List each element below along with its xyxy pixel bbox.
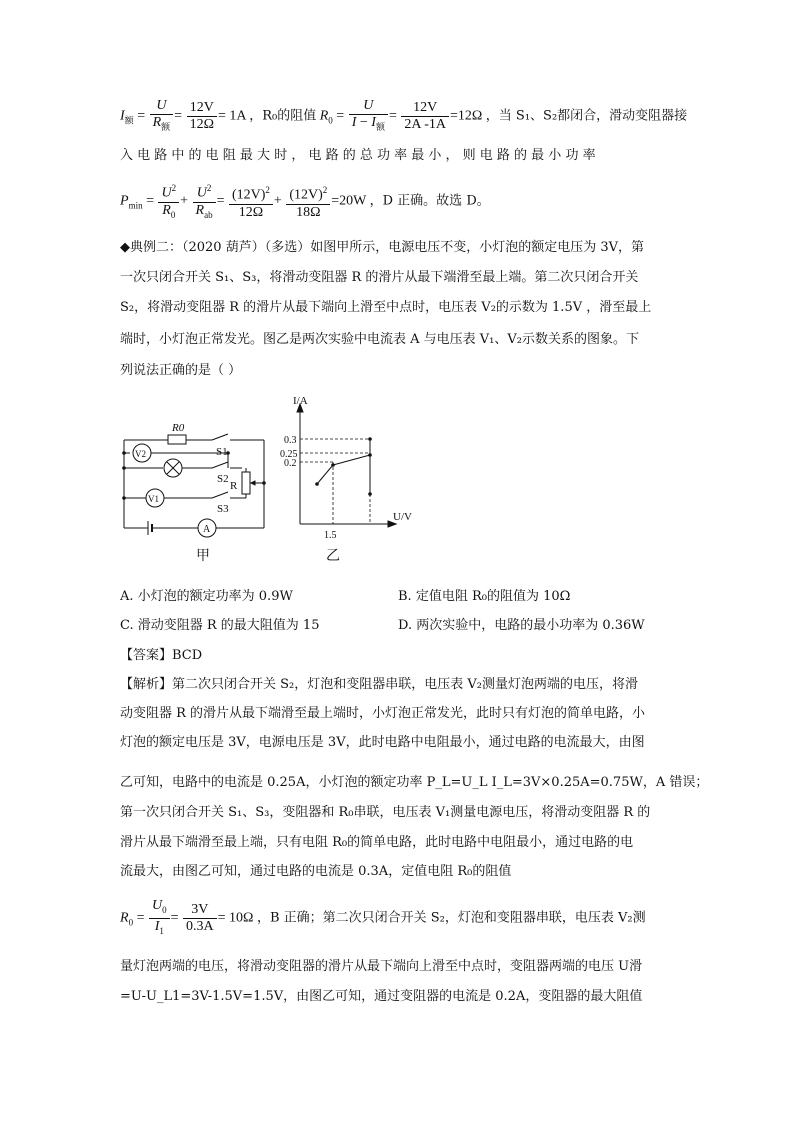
answer-label: 【答案】	[120, 648, 173, 663]
variable-resistor-r	[242, 472, 250, 494]
label-s2: S2	[217, 473, 229, 485]
analysis-line-7: 流最大，由图乙可知，通过电路的电流是 0.3A，定值电阻 R₀的阻值	[120, 864, 512, 879]
analysis-line-2: 动变阻器 R 的滑片从最下端滑至最上端时，小灯泡正常发光，此时只有灯泡的简单电路，小	[120, 706, 646, 721]
label-r: R	[230, 480, 238, 492]
analysis-line-1	[120, 675, 638, 695]
analysis-line-4: 乙可知，电路中的电流是 0.25A，小灯泡的额定功率 P_L=U_L I_L=3V×0.25A=0.75W，A 错误；	[120, 775, 709, 790]
formula-r0-tail: ，B 正确；第二次只闭合开关 S₂，灯泡和变阻器串联，电压表 V₂测	[256, 910, 646, 926]
formula-line-3-tail: ，D 正确。故选 D。	[369, 193, 490, 209]
series-source-point-top	[368, 437, 372, 441]
option-b: B. 定值电阻 R₀的阻值为 10Ω	[398, 589, 571, 604]
series-lamp-point-mid	[331, 463, 335, 467]
switch-s1	[212, 434, 228, 440]
example-line-3: S₂，将滑动变阻器 R 的滑片从最下端向上滑至中点时，电压表 V₂的示数为 1.5V ，滑至最上	[120, 300, 652, 315]
formula-line-1-tail: ，当 S₁、S₂都闭合，滑动变阻器接	[485, 108, 688, 124]
label-r0: R0	[172, 422, 185, 434]
answer-line	[120, 646, 202, 666]
label-s1: S1	[216, 446, 228, 458]
formula-line-1-mid: ，R₀的阻值	[249, 108, 317, 124]
series-lamp-segment-1	[317, 465, 333, 484]
resistor-r0	[168, 435, 186, 444]
answer-value: BCD	[172, 648, 203, 663]
label-v2: V2	[135, 449, 146, 459]
example-line-5: 列说法正确的是（ ）	[120, 363, 242, 378]
formula-r0: $R_0$ = $\frac{U_0}{I_1}$ = $\frac{3V}{0.3A}$ = 10Ω ，B 正确；第二次只闭合开关 S₂，灯泡和变阻器串联，电压表 V₂测	[120, 898, 646, 936]
example-line-2: 一次只闭合开关 S₁、S₃，将滑动变阻器 R 的滑片从最下端滑至最上端。第二次只闭合开关	[120, 270, 639, 285]
example-line-4: 端时，小灯泡正常发光。图乙是两次实验中电流表 A 与电压表 V₁、V₂示数关系的图象。下	[120, 332, 639, 347]
option-d: D. 两次实验中，电路的最小功率为 0.36W	[398, 618, 645, 633]
series-lamp-point-start	[315, 482, 319, 486]
y-tick-0-2: 0.2	[284, 458, 297, 469]
circuit-diagram	[118, 410, 278, 570]
option-a: A. 小灯泡的额定功率为 0.9W	[120, 589, 293, 604]
circuit-caption: 甲	[196, 549, 210, 564]
formula-line-3: $P_{min}$ = $\frac{U^2}{R_0}$ + $\frac{U^2}{R_{ab}}$ = $\frac{(12V)^2}{12\Omega}$ + $\frac{(12V)^2}{18\Omega}$ =20W ，D 正确。故选 D。	[120, 180, 490, 222]
switch-s2	[212, 462, 228, 468]
analysis-label: 【解析】	[120, 677, 173, 692]
formula-line-1: $I_额$ = $\frac{U}{R_额}$ = $\frac{12V}{12\Omega}$ = 1A ，R₀的阻值 $R_0$ = $\frac{U}{I - I_额}$ = $\frac{12V}{2A -1A}$ =12Ω ，当 S₁、S₂都闭合，滑动变阻器接	[120, 98, 688, 132]
example-line-1: ◆典例二：（2020 葫芦）（多选）如图甲所示，电源电压不变，小灯泡的额定电压为 3V，第	[120, 240, 645, 255]
analysis-line-5: 第一次只闭合开关 S₁、S₃，变阻器和 R₀串联，电压表 V₁测量电源电压，将滑动变阻器 R 的	[120, 805, 651, 820]
analysis-line-10: =U-U_L1=3V-1.5V=1.5V，由图乙可知，通过变阻器的电流是 0.2A，变阻器的最大阻值	[120, 989, 643, 1004]
current-voltage-chart	[280, 394, 420, 570]
chart-caption: 乙	[326, 549, 340, 564]
series-source-point-bottom	[368, 492, 372, 496]
label-v1: V1	[148, 494, 159, 504]
switch-s3	[212, 492, 228, 498]
label-s3: S3	[217, 503, 229, 515]
series-lamp-segment-2	[333, 455, 370, 465]
y-tick-0-25: 0.25	[280, 449, 298, 460]
analysis-line-9: 量灯泡两端的电压，将滑动变阻器的滑片从最下端向上滑至中点时，变阻器两端的电压 U滑	[120, 959, 643, 974]
y-tick-0-3: 0.3	[284, 435, 297, 446]
paragraph-line-2: 入 电 路 中 的 电 阻 最 大 时 ， 电 路 的 总 功 率 最 小 ， 则 电 路 的 最 小 功 率	[120, 148, 596, 163]
analysis-line-6: 滑片从最下端滑至最上端，只有电阻 R₀的简单电路，此时电路中电阻最小，通过电路的电	[120, 835, 634, 850]
x-axis-label: U/V	[393, 511, 412, 523]
analysis-line-3: 灯泡的额定电压是 3V，电源电压是 3V，此时电路中电阻最小，通过电路的电流最大，由图	[120, 735, 645, 750]
x-tick-1-5: 1.5	[324, 530, 337, 541]
label-a: A	[203, 524, 211, 535]
analysis-text-1: 第二次只闭合开关 S₂，灯泡和变阻器串联，电压表 V₂测量灯泡两端的电压，将滑	[172, 677, 638, 692]
option-c: C. 滑动变阻器 R 的最大阻值为 15	[120, 618, 320, 633]
y-axis-label: I/A	[293, 395, 308, 407]
